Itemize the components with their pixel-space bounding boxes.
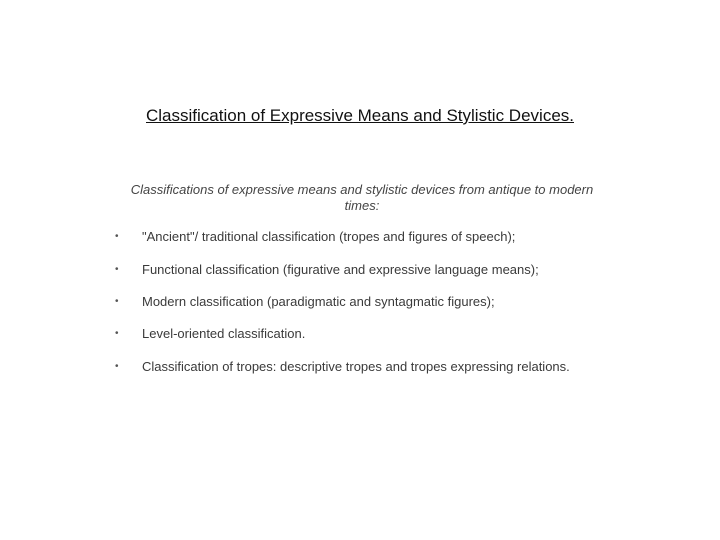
bullet-text: Level-oriented classification. <box>142 326 306 341</box>
bullet-icon: • <box>115 264 119 275</box>
list-item <box>0 261 720 279</box>
list-item <box>0 358 720 376</box>
slide-subtitle: Classifications of expressive means and stylistic devices from antique to modern times: <box>130 182 594 213</box>
bullet-text: Functional classification (figurative and expressive language means); <box>142 262 539 277</box>
bullet-text: Classification of tropes: descriptive tropes and tropes expressing relations. <box>142 359 570 374</box>
bullet-icon: • <box>115 328 119 339</box>
slide-title: Classification of Expressive Means and Stylistic Devices. <box>146 106 574 125</box>
bullet-text: Modern classification (paradigmatic and syntagmatic figures); <box>142 294 495 309</box>
bullet-icon: • <box>115 231 119 242</box>
bullet-icon: • <box>115 361 119 372</box>
list-item <box>0 293 720 311</box>
bullet-icon: • <box>115 296 119 307</box>
list-item <box>0 325 720 343</box>
list-item <box>0 228 720 246</box>
bullet-text: "Ancient"/ traditional classification (tropes and figures of speech); <box>142 229 516 244</box>
